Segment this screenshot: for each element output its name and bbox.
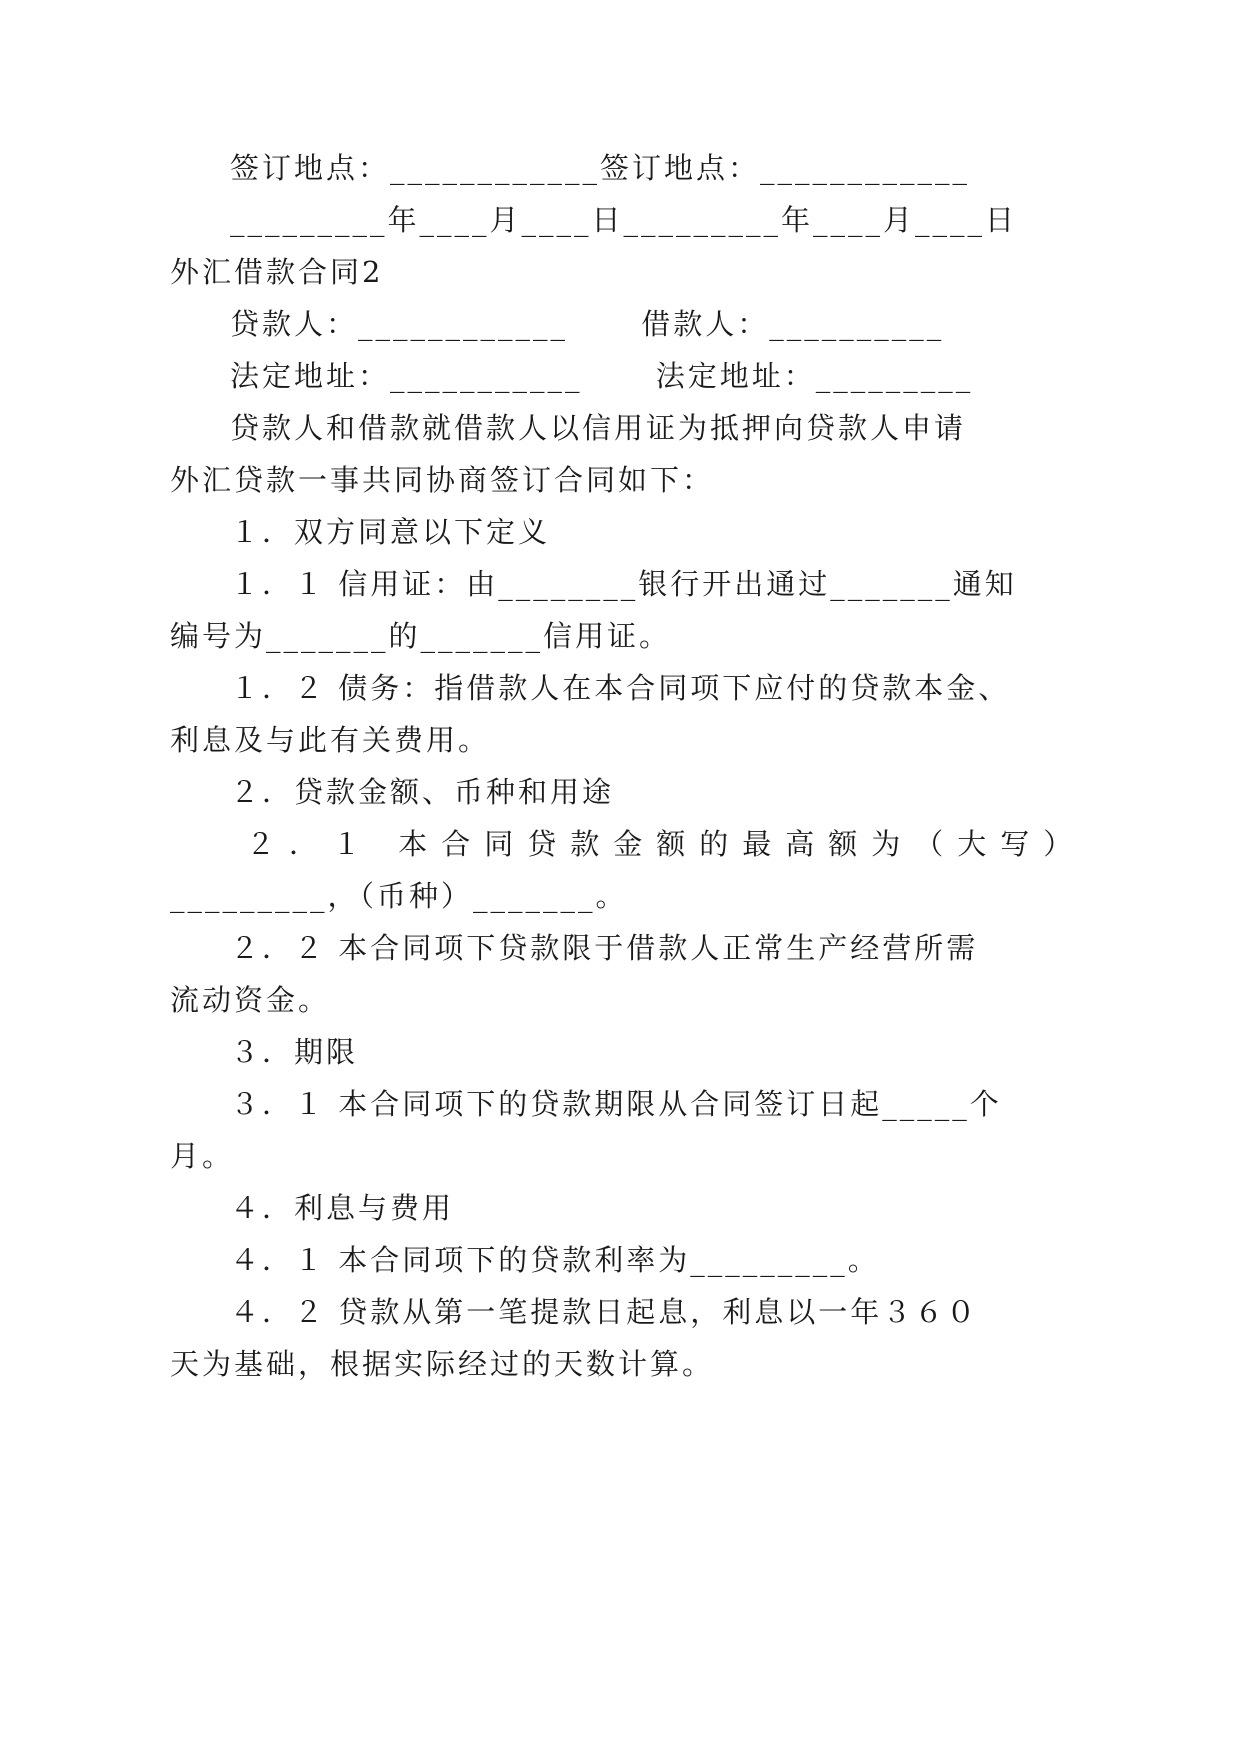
clause-1-2-line-2: 利息及与此有关费用。	[170, 723, 491, 757]
clause-2-2-line-2: 流动资金。	[170, 983, 331, 1017]
section-4-heading: ４．利息与费用	[230, 1191, 455, 1225]
clause-2-2-line-1: ２．２ 本合同项下贷款限于借款人正常生产经营所需	[230, 931, 979, 965]
section-2-heading: ２．贷款金额、币种和用途	[230, 775, 615, 809]
signing-date-line: _________年____月____日_________年____月____日	[230, 203, 1018, 237]
clause-1-2-line-1: １．２ 债务：指借款人在本合同项下应付的贷款本金、	[230, 671, 1011, 705]
section-1-heading: １．双方同意以下定义	[230, 515, 551, 549]
section-3-heading: ３．期限	[230, 1035, 359, 1069]
preamble-line-1: 贷款人和借款就借款人以信用证为抵押向贷款人申请	[230, 411, 967, 445]
signing-place-line: 签订地点：____________签订地点：____________	[230, 151, 971, 185]
legal-address-line: 法定地址：___________ 法定地址：_________	[230, 359, 974, 393]
preamble-line-2: 外汇贷款一事共同协商签订合同如下：	[170, 463, 715, 497]
clause-4-1: ４．１ 本合同项下的贷款利率为_________。	[230, 1243, 880, 1277]
clause-3-1-line-1: ３．１ 本合同项下的贷款期限从合同签订日起_____个	[230, 1087, 1002, 1121]
clause-3-1-line-2: 月。	[170, 1139, 235, 1173]
contract-title: 外汇借款合同2	[170, 255, 384, 289]
clause-4-2-line-1: ４．２ 贷款从第一笔提款日起息，利息以一年３６０	[230, 1295, 979, 1329]
clause-1-1-line-2: 编号为_______的_______信用证。	[170, 619, 672, 653]
clause-1-1-line-1: １．１ 信用证：由________银行开出通过_______通知	[230, 567, 1017, 601]
clause-4-2-line-2: 天为基础，根据实际经过的天数计算。	[170, 1347, 715, 1381]
clause-2-1-line-1: ２．１ 本合同贷款金额的最高额为（大写）	[246, 827, 1087, 861]
lender-borrower-line: 贷款人：____________ 借款人：__________	[230, 307, 945, 341]
clause-2-1-line-2: _________，（币种）_______。	[170, 879, 628, 913]
